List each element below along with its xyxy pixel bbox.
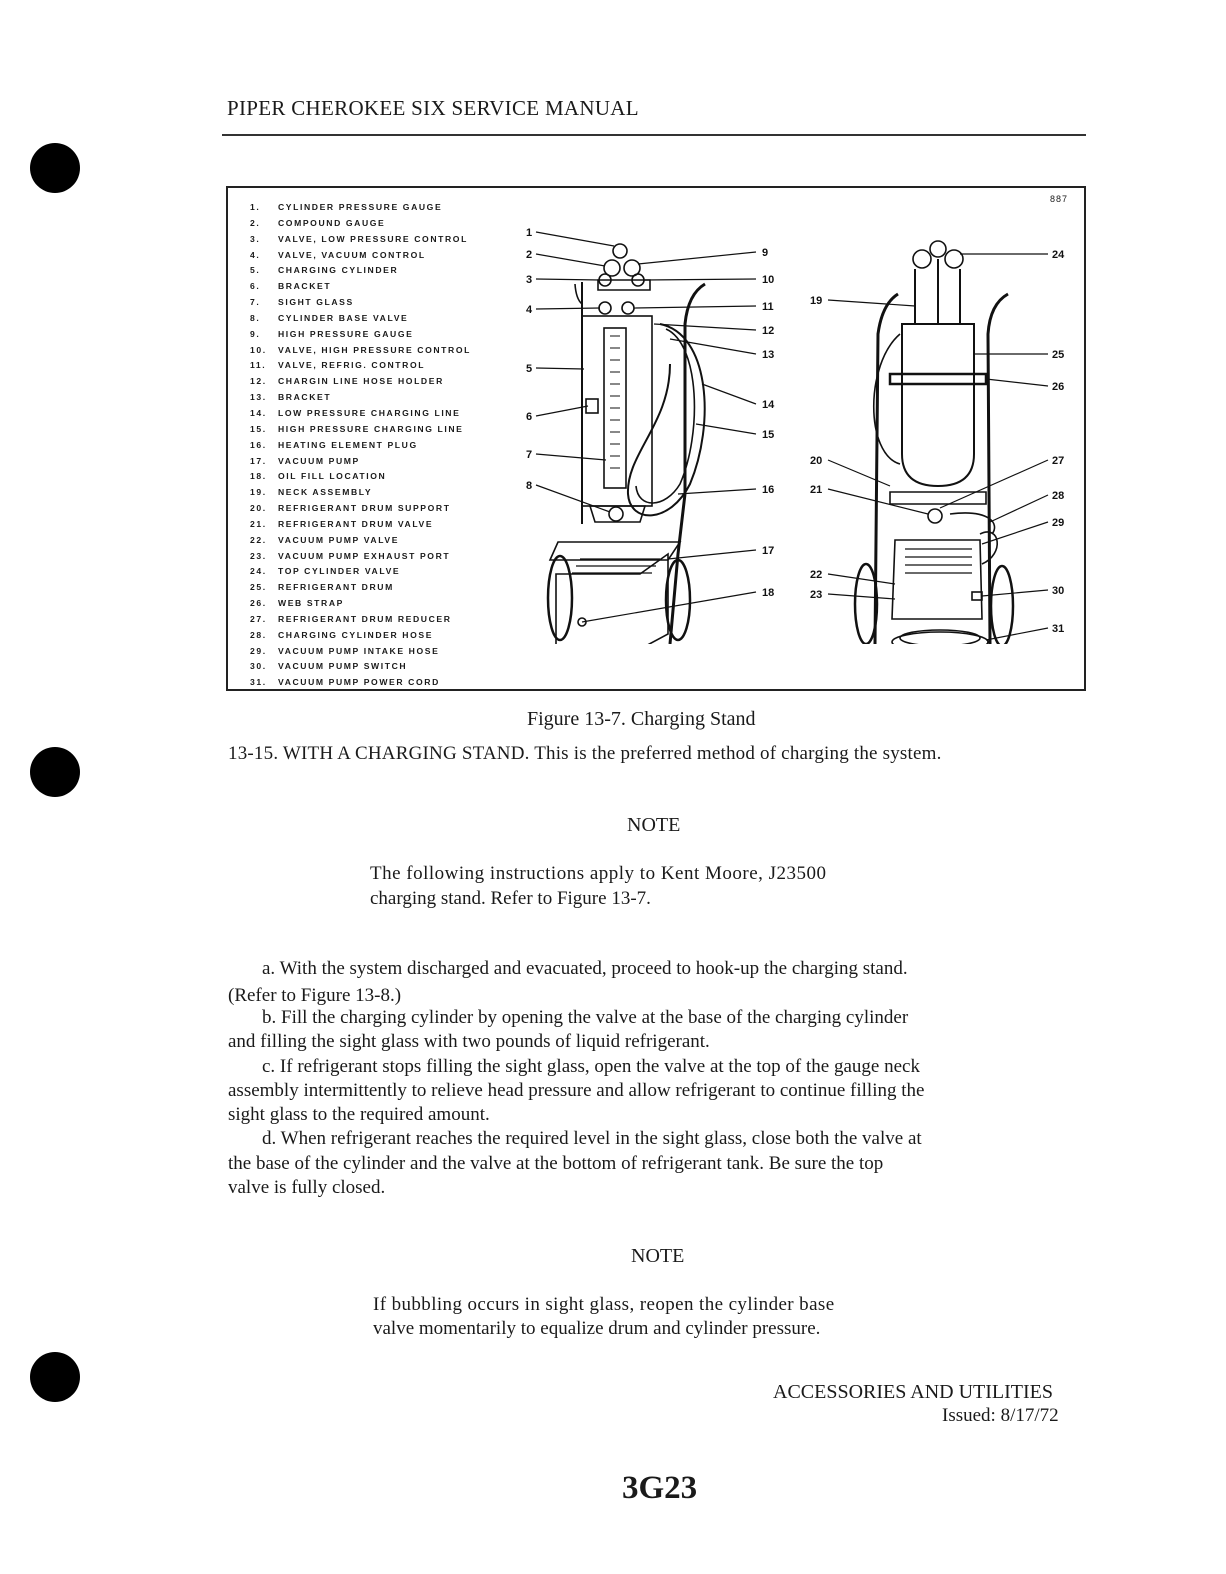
punch-hole-top <box>30 143 80 193</box>
callout-19: 19 <box>810 295 823 307</box>
legend-item <box>250 549 471 565</box>
step-a-line-2: (Refer to Figure 13-8.) <box>228 985 402 1006</box>
legend-item-number: 10. <box>250 344 267 355</box>
legend-item-text: REFRIGERANT DRUM VALVE <box>278 518 434 529</box>
legend-item-number: 7. <box>250 297 261 308</box>
right-view-wheel-right <box>991 566 1013 644</box>
legend-item <box>250 612 471 628</box>
callout-6: 6 <box>526 411 533 423</box>
top-gauge-right <box>945 250 963 268</box>
callout-5: 5 <box>526 363 533 375</box>
legend-item <box>250 295 471 311</box>
legend-item-number: 28. <box>250 629 267 640</box>
figure-charging-stand <box>226 186 1086 691</box>
callout-16: 16 <box>762 484 775 496</box>
legend-item-text: REFRIGERANT DRUM <box>278 582 394 593</box>
callout-14: 14 <box>762 399 775 411</box>
legend-item-text: VALVE, VACUUM CONTROL <box>278 249 426 260</box>
legend-item-number: 12. <box>250 376 267 387</box>
legend-item-text: TOP CYLINDER VALVE <box>278 566 401 577</box>
leader-line-22 <box>828 574 895 584</box>
note-2-title: NOTE <box>631 1245 685 1267</box>
legend-item <box>250 517 471 533</box>
leader-line-11 <box>634 306 756 308</box>
legend-item-text: COMPOUND GAUGE <box>278 217 386 228</box>
legend-item <box>250 216 471 232</box>
refrig-control-valve <box>622 302 634 314</box>
callout-4: 4 <box>526 304 533 316</box>
leader-line-8 <box>536 485 610 512</box>
step-c-line-3: sight glass to the required amount. <box>228 1104 490 1125</box>
punch-hole-bottom <box>30 1352 80 1402</box>
callout-18: 18 <box>762 587 775 599</box>
legend-item-text: REFRIGERANT DRUM REDUCER <box>278 613 452 624</box>
legend-item <box>250 501 471 517</box>
top-gauge-center <box>930 241 946 257</box>
legend-item-number: 24. <box>250 566 267 577</box>
legend-item-text: VACUUM PUMP SWITCH <box>278 661 408 672</box>
legend-item-number: 6. <box>250 281 261 292</box>
page-header: PIPER CHEROKEE SIX SERVICE MANUAL <box>227 96 639 120</box>
legend-item-text: CHARGING CYLINDER <box>278 265 399 276</box>
refrigerant-drum-valve <box>928 509 942 523</box>
cylinder-base <box>590 506 645 522</box>
callout-9: 9 <box>762 247 769 259</box>
sight-glass-scale <box>610 336 620 468</box>
legend-item <box>250 469 471 485</box>
pump-vents <box>572 559 660 573</box>
left-view-wheel-rear <box>666 560 690 640</box>
legend-item-text: HEATING ELEMENT PLUG <box>278 439 418 450</box>
vacuum-control-valve <box>599 302 611 314</box>
legend-item-number: 26. <box>250 598 267 609</box>
leader-line-2 <box>536 254 605 266</box>
leader-line-18 <box>582 592 756 622</box>
step-c-line-1: c. If refrigerant stops filling the sight glass, open the valve at the top of the gauge neck <box>262 1056 920 1077</box>
legend-item <box>250 422 471 438</box>
legend-item <box>250 533 471 549</box>
callout-29: 29 <box>1052 517 1065 529</box>
legend-item <box>250 564 471 580</box>
legend-item-number: 4. <box>250 249 261 260</box>
legend-item <box>250 279 471 295</box>
callout-31: 31 <box>1052 623 1065 635</box>
leader-line-19 <box>828 300 915 306</box>
left-view-wheel-front <box>548 556 572 640</box>
step-b-line-1: b. Fill the charging cylinder by opening the valve at the base of the charging cylinder <box>262 1007 909 1028</box>
legend-item-number: 18. <box>250 471 267 482</box>
legend-item-text: WEB STRAP <box>278 598 344 609</box>
legend-item-text: BRACKET <box>278 392 332 403</box>
callout-22: 22 <box>810 569 823 581</box>
punch-hole-middle <box>30 747 80 797</box>
callout-10: 10 <box>762 274 775 286</box>
legend-item-text: REFRIGERANT DRUM SUPPORT <box>278 503 451 514</box>
step-a-line-1: a. With the system discharged and evacuated, proceed to hook-up the charging stand. <box>262 958 908 979</box>
leader-line-17 <box>668 550 756 559</box>
legend-item-text: VACUUM PUMP INTAKE HOSE <box>278 645 440 656</box>
legend-item-text: BRACKET <box>278 281 332 292</box>
section-intro: 13-15. WITH A CHARGING STAND. This is the preferred method of charging the system. <box>228 743 942 764</box>
legend-item-number: 27. <box>250 613 267 624</box>
leader-line-6 <box>536 406 588 416</box>
legend-item <box>250 374 471 390</box>
web-strap <box>890 374 986 384</box>
note-1-line-2: charging stand. Refer to Figure 13-7. <box>370 888 651 909</box>
header-rule <box>222 134 1086 136</box>
legend-item-number: 16. <box>250 439 267 450</box>
refrigerant-drum <box>902 324 974 486</box>
footer-issued-date: Issued: 8/17/72 <box>942 1405 1059 1426</box>
footer-section-title: ACCESSORIES AND UTILITIES <box>773 1381 1054 1403</box>
legend-item <box>250 248 471 264</box>
callout-24: 24 <box>1052 249 1065 261</box>
legend-item-number: 9. <box>250 328 261 339</box>
legend-item-number: 29. <box>250 645 267 656</box>
legend-item-text: VALVE, LOW PRESSURE CONTROL <box>278 233 468 244</box>
legend-item-text: OIL FILL LOCATION <box>278 471 387 482</box>
left-frame-rear <box>670 494 685 644</box>
legend-item <box>250 327 471 343</box>
legend-item <box>250 485 471 501</box>
vacuum-pump-front <box>892 540 982 619</box>
callout-21: 21 <box>810 484 823 496</box>
legend-item-number: 22. <box>250 534 267 545</box>
note-2-line-2: valve momentarily to equalize drum and cylinder pressure. <box>373 1318 821 1339</box>
charging-stand-drawing <box>520 224 1080 644</box>
legend-item-text: VACUUM PUMP EXHAUST PORT <box>278 550 451 561</box>
leader-line-7 <box>536 454 606 460</box>
note-1-title: NOTE <box>627 814 681 836</box>
legend-item-number: 1. <box>250 202 261 212</box>
figure-number: 887 <box>1049 194 1068 204</box>
callout-15: 15 <box>762 429 775 441</box>
legend-item-text: SIGHT GLASS <box>278 297 354 308</box>
legend-item-number: 14. <box>250 407 267 418</box>
legend-item-number: 17. <box>250 455 267 466</box>
legend-item-text: VALVE, HIGH PRESSURE CONTROL <box>278 344 471 355</box>
leader-line-26 <box>986 379 1048 386</box>
callout-25: 25 <box>1052 349 1065 361</box>
cylinder-base-valve <box>609 507 623 521</box>
legend-item-number: 30. <box>250 661 267 672</box>
legend-item-text: VACUUM PUMP <box>278 455 360 466</box>
leader-line-5 <box>536 368 584 369</box>
page-number: 3G23 <box>622 1470 698 1506</box>
legend-item-number: 3. <box>250 233 261 244</box>
charging-hoses <box>628 324 705 515</box>
legend-item-number: 25. <box>250 582 267 593</box>
legend-item-text: LOW PRESSURE CHARGING LINE <box>278 407 461 418</box>
note-2-line-1: If bubbling occurs in sight glass, reopen the cylinder base <box>373 1294 835 1315</box>
step-b-line-2: and filling the sight glass with two pounds of liquid refrigerant. <box>228 1031 710 1052</box>
legend-item <box>250 406 471 422</box>
legend-item-text: VACUUM PUMP VALVE <box>278 534 400 545</box>
leader-line-1 <box>536 232 614 246</box>
pump-front-vents <box>905 549 972 573</box>
legend-item <box>250 644 471 660</box>
legend-item <box>250 232 471 248</box>
callout-1: 1 <box>526 227 533 239</box>
right-view-wheel-left <box>855 564 877 644</box>
callout-30: 30 <box>1052 585 1065 597</box>
step-c-line-2: assembly intermittently to relieve head pressure and allow refrigerant to continue filling the <box>228 1080 925 1101</box>
callout-12: 12 <box>762 325 775 337</box>
legend-item-text: VACUUM PUMP POWER CORD <box>278 677 440 688</box>
legend-item-number: 21. <box>250 518 267 529</box>
legend-item-number: 19. <box>250 487 267 498</box>
cylinder-pressure-gauge <box>613 244 627 258</box>
legend-item <box>250 263 471 279</box>
neck-pipe <box>575 284 582 304</box>
leader-line-14 <box>702 384 756 404</box>
charging-cylinder <box>582 316 652 506</box>
legend-item <box>250 343 471 359</box>
callout-13: 13 <box>762 349 775 361</box>
callout-2: 2 <box>526 249 533 261</box>
legend-item-number: 2. <box>250 217 261 228</box>
callout-7: 7 <box>526 449 533 461</box>
callout-11: 11 <box>762 301 774 313</box>
right-frame-left-rail <box>875 294 898 644</box>
legend-item-text: VALVE, REFRIG. CONTROL <box>278 360 426 371</box>
legend-item-number: 23. <box>250 550 267 561</box>
leader-line-9 <box>638 252 756 264</box>
legend-item <box>250 580 471 596</box>
leader-line-16 <box>678 489 756 494</box>
legend-item-number: 13. <box>250 392 267 403</box>
callout-20: 20 <box>810 455 823 467</box>
leader-line-4 <box>536 308 600 309</box>
leader-line-3 <box>536 279 600 280</box>
legend-item <box>250 200 471 216</box>
legend-item <box>250 659 471 675</box>
legend-item-text: CYLINDER BASE VALVE <box>278 312 409 323</box>
legend-item-text: CYLINDER PRESSURE GAUGE <box>278 202 443 212</box>
callout-23: 23 <box>810 589 823 601</box>
leader-line-20 <box>828 460 890 486</box>
legend-item-number: 5. <box>250 265 261 276</box>
note-1-line-1: The following instructions apply to Kent Moore, J23500 <box>370 863 827 884</box>
legend-item <box>250 454 471 470</box>
top-gauge-left <box>913 250 931 268</box>
legend-item <box>250 596 471 612</box>
legend-item-number: 11. <box>250 360 267 371</box>
figure-caption: Figure 13-7. Charging Stand <box>527 708 756 730</box>
legend-item-text: HIGH PRESSURE GAUGE <box>278 328 414 339</box>
legend-item-text: HIGH PRESSURE CHARGING LINE <box>278 423 464 434</box>
legend-item-number: 8. <box>250 312 261 323</box>
vacuum-pump-switch <box>972 592 982 600</box>
callout-17: 17 <box>762 545 775 557</box>
legend-item <box>250 675 471 691</box>
legend-item <box>250 311 471 327</box>
legend-item-number: 15. <box>250 423 267 434</box>
legend-item <box>250 358 471 374</box>
legend-item-text: CHARGIN LINE HOSE HOLDER <box>278 376 444 387</box>
step-d-line-2: the base of the cylinder and the valve at the bottom of refrigerant tank. Be sure the top <box>228 1153 884 1174</box>
figure-legend <box>250 200 471 691</box>
leader-line-10 <box>644 279 756 280</box>
callout-28: 28 <box>1052 490 1065 502</box>
callout-26: 26 <box>1052 381 1065 393</box>
legend-item-number: 20. <box>250 503 267 514</box>
leader-line-28 <box>990 495 1048 522</box>
step-d-line-1: d. When refrigerant reaches the required level in the sight glass, close both the valve at <box>262 1128 922 1149</box>
legend-item <box>250 390 471 406</box>
callout-3: 3 <box>526 274 533 286</box>
legend-item-text: NECK ASSEMBLY <box>278 487 373 498</box>
step-d-line-3: valve is fully closed. <box>228 1177 386 1198</box>
legend-item <box>250 438 471 454</box>
shelf <box>550 542 680 560</box>
leader-line-15 <box>696 424 756 434</box>
callout-8: 8 <box>526 480 533 492</box>
legend-item-number: 31. <box>250 677 267 688</box>
legend-item-text: CHARGING CYLINDER HOSE <box>278 629 434 640</box>
leader-line-23 <box>828 594 895 599</box>
legend-item <box>250 628 471 644</box>
callout-27: 27 <box>1052 455 1065 467</box>
